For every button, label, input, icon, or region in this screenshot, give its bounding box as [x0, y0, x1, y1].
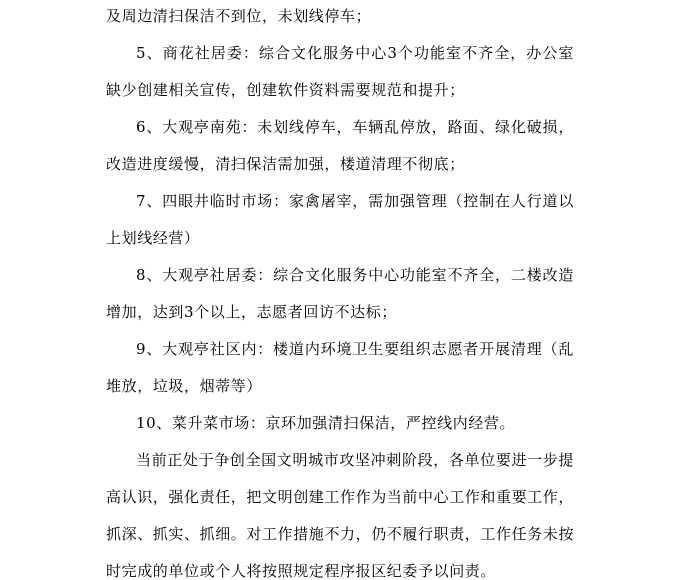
document-body — [106, 0, 574, 580]
paragraph-item-6: 6、大观亭南苑：未划线停车，车辆乱停放，路面、绿化破损，改造进度缓慢，清扫保洁需加强，楼道清理不彻底； — [106, 118, 574, 173]
paragraph-item-9: 9、大观亭社区内：楼道内环境卫生要组织志愿者开展清理（乱堆放，垃圾，烟蒂等） — [106, 340, 574, 395]
paragraph-continuation: 及周边清扫保洁不到位，未划线停车； — [106, 7, 372, 25]
paragraph-item-8: 8、大观亭社居委：综合文化服务中心功能室不齐全，二楼改造增加，达到3个以上，志愿者回访不达标； — [106, 266, 574, 321]
paragraph-conclusion: 当前正处于争创全国文明城市攻坚冲刺阶段，各单位要进一步提高认识，强化责任，把文明创建工作作为当前中心工作和重要工作，抓深、抓实、抓细。对工作措施不力，仍不履行职责，工作任务未按时完成的单位或个人将按照规定程序报区纪委予以问责。 — [106, 451, 575, 580]
paragraph-item-5: 5、商花社居委：综合文化服务中心3个功能室不齐全，办公室缺少创建相关宣传，创建软件资料需要规范和提升； — [106, 44, 574, 99]
paragraph-item-7: 7、四眼井临时市场：家禽屠宰，需加强管理（控制在人行道以上划线经营） — [106, 192, 574, 247]
paragraph-item-10: 10、菜升菜市场：京环加强清扫保洁，严控线内经营。 — [136, 414, 516, 432]
